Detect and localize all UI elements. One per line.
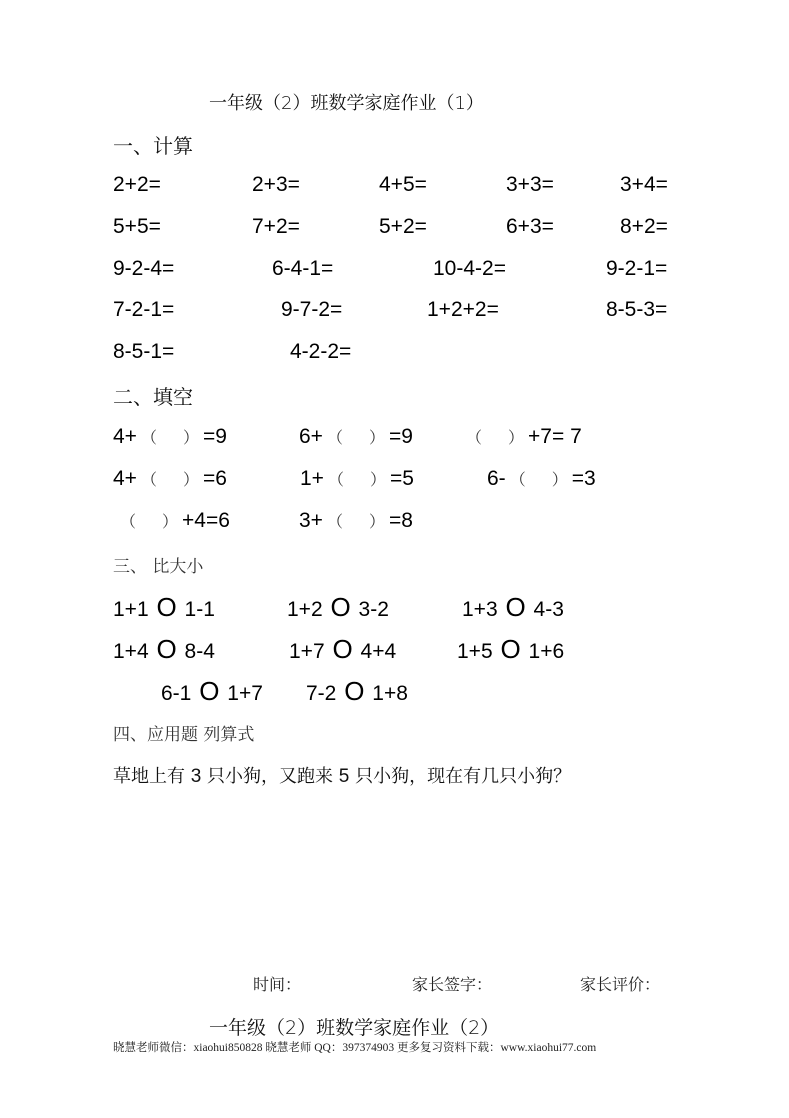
calc-item: 6+3= [506,215,554,238]
section-heading-compare: 三、 比大小 [113,557,204,577]
compare-right: 1+6 [528,640,565,663]
fill-blank-item [113,425,227,449]
compare-right: 1+7 [227,682,263,705]
compare-item [287,592,389,623]
problem-number: 3 [190,766,202,787]
compare-right: 8-4 [184,640,215,663]
fill-pre: 4+ [113,467,137,490]
problem-text-part: 只小狗，又跑来 [207,766,334,787]
calc-item: 6-4-1= [272,257,334,280]
compare-right: 4+4 [360,640,397,663]
close-paren: ） [182,428,199,447]
close-paren: ） [182,470,199,489]
fill-pre: 1+ [300,467,324,490]
compare-item [306,676,408,707]
parent-signature-label: 家长签字： [412,975,493,994]
time-label: 时间： [253,975,302,994]
fill-pre: 3+ [299,509,323,532]
compare-left: 7-2 [306,682,337,705]
compare-right: 3-2 [358,598,389,621]
calc-item: 3+4= [620,173,668,196]
close-paren: ） [369,470,386,489]
next-worksheet-title: 一年级（2）班数学家庭作业（2） [209,1017,500,1039]
compare-left: 1+4 [113,640,149,663]
compare-item [161,676,263,707]
close-paren: ） [162,512,179,531]
close-paren: ） [368,512,385,531]
fill-blank-item [300,467,414,491]
compare-item [457,634,564,665]
fill-post: +4=6 [182,509,230,532]
calc-item: 5+5= [113,215,161,238]
compare-circle-icon[interactable]: O [332,634,353,664]
fill-post: =8 [388,509,413,532]
open-paren: （ [326,512,343,531]
compare-left: 1+7 [289,640,325,663]
close-paren: ） [368,428,385,447]
fill-pre: 6+ [299,425,323,448]
compare-item [113,634,215,665]
fill-blank-item [299,509,413,533]
calc-item: 9-2-1= [606,257,668,280]
compare-circle-icon[interactable]: O [505,592,526,622]
fill-post: =5 [389,467,414,490]
watermark-text: 晓慧老师微信：xiaohui850828 晓慧老师 QQ：397374903 更多复习资料下载：www.xiaohui77.com [113,1042,597,1054]
fill-blank-item [113,467,227,491]
open-paren: （ [466,428,483,447]
compare-circle-icon[interactable]: O [199,676,220,706]
compare-left: 1+2 [287,598,323,621]
compare-right: 1+8 [372,682,408,705]
calc-item: 8-5-3= [606,298,668,321]
calc-item: 7+2= [252,215,300,238]
open-paren: （ [140,428,157,447]
fill-blank-item [116,509,230,533]
calc-item: 2+3= [252,173,300,196]
calc-item: 8-5-1= [113,340,175,363]
problem-number: 5 [338,766,350,787]
fill-post: =9 [388,425,413,448]
fill-post: =9 [202,425,227,448]
compare-circle-icon[interactable]: O [500,634,521,664]
calc-item: 9-2-4= [113,257,175,280]
calc-item: 7-2-1= [113,298,175,321]
parent-review-label: 家长评价： [580,975,661,994]
section-heading-calculation: 一、计算 [113,134,193,158]
calc-item: 1+2+2= [427,298,499,321]
compare-item [113,592,215,623]
open-paren: （ [327,470,344,489]
calc-item: 3+3= [506,173,554,196]
fill-blank-item [299,425,413,449]
compare-left: 1+3 [462,598,498,621]
worksheet-title: 一年级（2）班数学家庭作业（1） [209,93,484,114]
fill-blank-item [487,467,596,491]
compare-circle-icon[interactable]: O [330,592,351,622]
compare-left: 1+5 [457,640,493,663]
open-paren: （ [326,428,343,447]
calc-item: 2+2= [113,173,161,196]
fill-pre: 6- [487,467,506,490]
calc-item: 8+2= [620,215,668,238]
fill-pre: 4+ [113,425,137,448]
compare-circle-icon[interactable]: O [156,592,177,622]
problem-text-part: 只小狗，现在有几只小狗？ [355,766,572,787]
section-heading-fill-blank: 二、填空 [113,385,193,409]
compare-item [289,634,396,665]
fill-post: +7= 7 [528,425,582,448]
compare-item [462,592,564,623]
open-paren: （ [120,512,137,531]
word-problem-text [113,762,571,788]
fill-post: =6 [202,467,227,490]
compare-right: 1-1 [184,598,215,621]
compare-left: 1+1 [113,598,149,621]
fill-blank-item [462,425,582,449]
fill-post: =3 [571,467,596,490]
calc-item: 4-2-2= [290,340,352,363]
compare-left: 6-1 [161,682,192,705]
section-heading-word-problem: 四、应用题 列算式 [113,725,255,745]
calc-item: 4+5= [379,173,427,196]
compare-circle-icon[interactable]: O [344,676,365,706]
open-paren: （ [509,470,526,489]
compare-right: 4-3 [533,598,564,621]
close-paren: ） [551,470,568,489]
compare-circle-icon[interactable]: O [156,634,177,664]
calc-item: 5+2= [379,215,427,238]
close-paren: ） [508,428,525,447]
problem-text-part: 草地上有 [113,766,185,787]
calc-item: 9-7-2= [281,298,343,321]
calc-item: 10-4-2= [433,257,506,280]
open-paren: （ [140,470,157,489]
